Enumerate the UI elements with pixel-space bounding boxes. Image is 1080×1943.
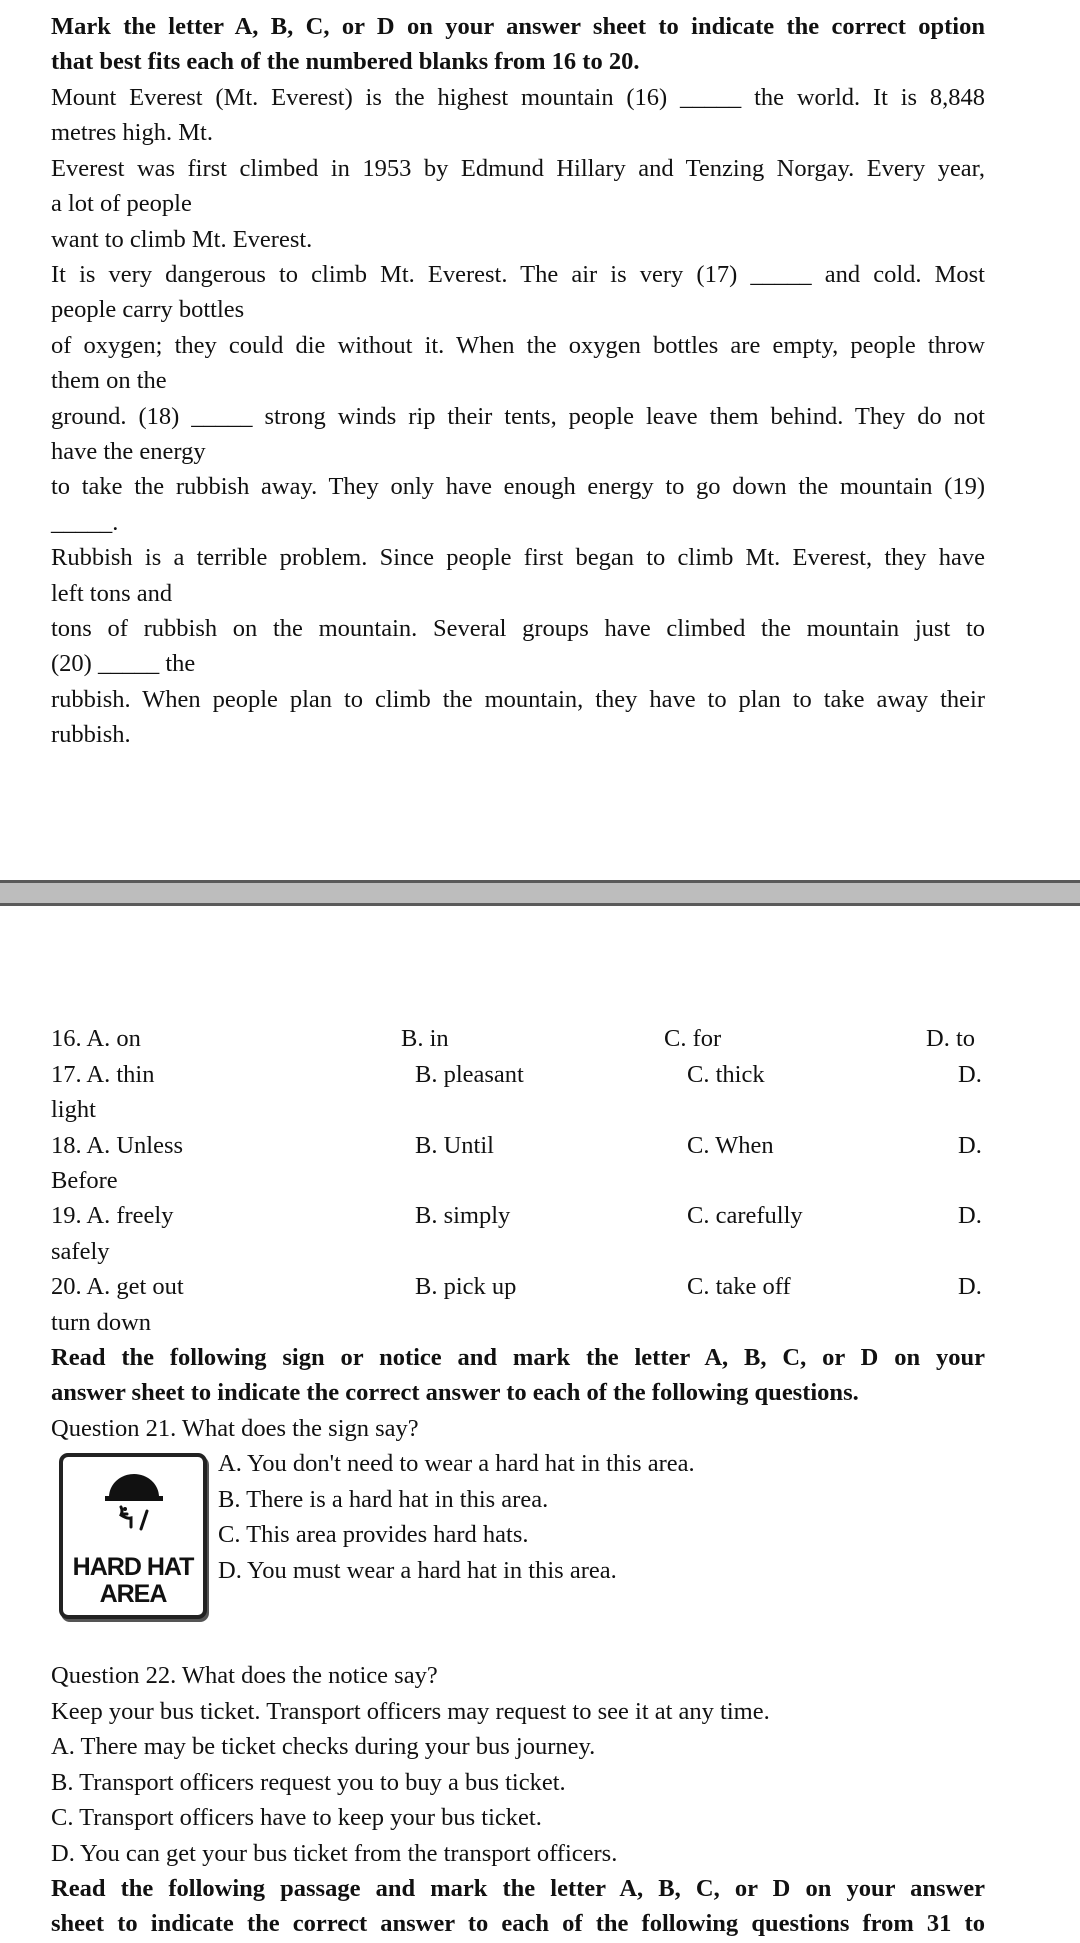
option-d-text: Before xyxy=(51,1167,118,1194)
option-d: D. xyxy=(958,1061,982,1088)
option-d-text: light xyxy=(51,1096,96,1123)
answer-option: B. There is a hard hat in this area. xyxy=(218,1486,549,1513)
passage-line: them on the xyxy=(51,367,167,394)
instruction-line: sheet to indicate the correct answer to each of the following questions from 31 to xyxy=(51,1910,985,1937)
passage-line: rubbish. xyxy=(51,721,131,748)
passage-line: metres high. Mt. xyxy=(51,119,213,146)
instruction-line: Read the following passage and mark the letter A, B, C, or D on your answer xyxy=(51,1875,985,1902)
passage-line: of oxygen; they could die without it. When the oxygen bottles are empty, people throw xyxy=(51,332,985,359)
passage-line: Mount Everest (Mt. Everest) is the highest mountain (16) _____ the world. It is 8,848 xyxy=(51,84,985,111)
answer-option: D. You must wear a hard hat in this area. xyxy=(218,1557,617,1584)
answer-option: A. You don't need to wear a hard hat in this area. xyxy=(218,1450,695,1477)
answer-option: C. This area provides hard hats. xyxy=(218,1521,529,1548)
option-b: B. pleasant xyxy=(415,1061,524,1088)
option-d: D. xyxy=(958,1273,982,1300)
passage-line: rubbish. When people plan to climb the mountain, they have to plan to take away their xyxy=(51,686,985,713)
option-a: 19. A. freely xyxy=(51,1202,174,1229)
passage-line: (20) _____ the xyxy=(51,650,196,677)
passage-line: want to climb Mt. Everest. xyxy=(51,226,313,253)
notice-text: Keep your bus ticket. Transport officers may request to see it at any time. xyxy=(51,1698,770,1725)
page-divider xyxy=(0,880,1080,906)
passage-line: It is very dangerous to climb Mt. Everest. The air is very (17) _____ and cold. Most xyxy=(51,261,985,288)
option-b: B. pick up xyxy=(415,1273,517,1300)
passage-line: _____. xyxy=(51,509,119,536)
answer-option: D. You can get your bus ticket from the transport officers. xyxy=(51,1840,618,1867)
option-a: 17. A. thin xyxy=(51,1061,155,1088)
hard-hat-sign xyxy=(59,1453,207,1619)
instruction-line: Mark the letter A, B, C, or D on your answer sheet to indicate the correct option xyxy=(51,13,985,40)
option-b: B. in xyxy=(401,1025,449,1052)
option-d: D. xyxy=(958,1202,982,1229)
option-c: C. When xyxy=(687,1132,774,1159)
question-22: Question 22. What does the notice say? xyxy=(51,1662,438,1689)
passage-line: Rubbish is a terrible problem. Since people first began to climb Mt. Everest, they have xyxy=(51,544,985,571)
option-d-text: safely xyxy=(51,1238,110,1265)
answer-option: C. Transport officers have to keep your bus ticket. xyxy=(51,1804,542,1831)
instruction-line: answer sheet to indicate the correct answer to each of the following questions. xyxy=(51,1379,859,1406)
option-c: C. thick xyxy=(687,1061,765,1088)
option-d-text: turn down xyxy=(51,1309,152,1336)
passage-line: to take the rubbish away. They only have enough energy to go down the mountain (19) xyxy=(51,473,985,500)
hard-hat-icon xyxy=(101,1471,167,1537)
option-b: B. simply xyxy=(415,1202,511,1229)
option-d: D. to xyxy=(926,1025,975,1052)
question-21: Question 21. What does the sign say? xyxy=(51,1415,419,1442)
passage-line: left tons and xyxy=(51,580,173,607)
passage-line: Everest was first climbed in 1953 by Edmund Hillary and Tenzing Norgay. Every year, xyxy=(51,155,985,182)
sign-text: HARD HAT xyxy=(72,1553,194,1581)
option-c: C. carefully xyxy=(687,1202,803,1229)
passage-line: a lot of people xyxy=(51,190,192,217)
answer-option: B. Transport officers request you to buy a bus ticket. xyxy=(51,1769,566,1796)
option-c: C. take off xyxy=(687,1273,791,1300)
option-a: 16. A. on xyxy=(51,1025,141,1052)
passage-line: ground. (18) _____ strong winds rip their tents, people leave them behind. They do not xyxy=(51,403,985,430)
sign-text: AREA xyxy=(99,1580,167,1608)
passage-line: people carry bottles xyxy=(51,296,245,323)
passage-line: have the energy xyxy=(51,438,206,465)
instruction-line: Read the following sign or notice and mark the letter A, B, C, or D on your xyxy=(51,1344,985,1371)
option-a: 18. A. Unless xyxy=(51,1132,184,1159)
instruction-line: that best fits each of the numbered blanks from 16 to 20. xyxy=(51,48,640,75)
option-d: D. xyxy=(958,1132,982,1159)
option-c: C. for xyxy=(664,1025,722,1052)
passage-line: tons of rubbish on the mountain. Several groups have climbed the mountain just to xyxy=(51,615,985,642)
option-b: B. Until xyxy=(415,1132,494,1159)
answer-option: A. There may be ticket checks during your bus journey. xyxy=(51,1733,596,1760)
option-a: 20. A. get out xyxy=(51,1273,184,1300)
